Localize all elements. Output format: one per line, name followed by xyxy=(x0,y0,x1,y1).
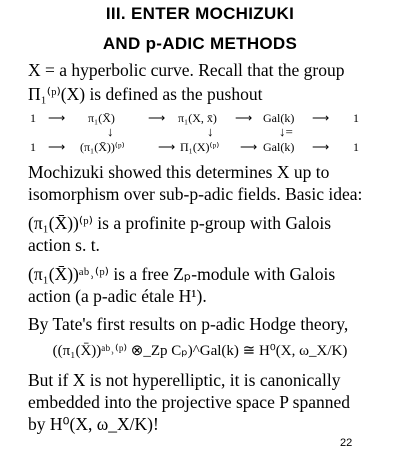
diagram-down-arrow: ↓ xyxy=(207,124,214,139)
slide-title-line-1: III. ENTER MOCHIZUKI xyxy=(105,4,295,23)
diagram-arrow: ⟶ xyxy=(48,111,66,125)
slide-title-line-2: AND p-ADIC METHODS xyxy=(102,34,298,53)
diagram-down-arrow: ↓ xyxy=(107,124,114,139)
para2-line-1: (π₁(X̄))⁽ᵖ⁾ is a profinite p-group with Galois xyxy=(28,213,332,233)
intro-line-1: X = a hyperbolic curve. Recall that the group xyxy=(28,60,345,80)
diagram-row-bottom xyxy=(30,140,390,156)
diagram-arrow: ⟶ xyxy=(240,140,258,154)
diagram-cell: 1 xyxy=(30,111,36,125)
intro-line-2: Π₁⁽ᵖ⁾(X) is defined as the pushout xyxy=(28,84,263,104)
diagram-cell: 1 xyxy=(30,140,36,154)
hodge-formula: ((π₁(X̄))ᵃᵇ˒⁽ᵖ⁾ ⊗_Zp Cₚ)^Gal(k) ≅ H⁰(X, ω_X/K) xyxy=(52,343,348,359)
diagram-cell: Gal(k) xyxy=(263,140,295,154)
diagram-cell: (π₁(X̄))⁽ᵖ⁾ xyxy=(80,140,125,154)
diagram-cell: Gal(k) xyxy=(263,111,295,125)
page-number: 22 xyxy=(340,437,353,449)
para5-line-2: embedded into the projective space P spanned xyxy=(28,392,351,412)
diagram-arrow: ⟶ xyxy=(148,111,166,125)
para5-line-1: But if X is not hyperelliptic, it is canonically xyxy=(28,370,341,390)
diagram-arrow: ⟶ xyxy=(235,111,253,125)
para1-line-1: Mochizuki showed this determines X up to xyxy=(28,162,330,182)
para5-line-3: by H⁰(X, ω_X/K)! xyxy=(28,414,159,434)
para2-line-2: action s. t. xyxy=(28,235,100,255)
para1-line-2: isomorphism over sub-p-adic fields. Basic idea: xyxy=(28,184,363,204)
diagram-down-arrow: ↓= xyxy=(279,124,293,139)
diagram-arrow: ⟶ xyxy=(312,140,330,154)
para3-line-1: (π₁(X̄))ᵃᵇ˒⁽ᵖ⁾ is a free Zₚ-module with Galois xyxy=(28,264,336,284)
diagram-cell: π₁(X, x̄) xyxy=(178,111,217,125)
para4-line-1: By Tate's first results on p-adic Hodge theory, xyxy=(28,314,349,334)
diagram-arrow: ⟶ xyxy=(48,140,66,154)
diagram-arrow: ⟶ xyxy=(158,140,176,154)
diagram-cell: 1 xyxy=(353,111,359,125)
diagram-arrow: ⟶ xyxy=(312,111,330,125)
diagram-cell: Π₁(X)⁽ᵖ⁾ xyxy=(180,140,220,154)
diagram-cell: 1 xyxy=(353,140,359,154)
para3-line-2: action (a p-adic étale H¹). xyxy=(28,286,207,306)
diagram-cell: π₁(X̄) xyxy=(88,111,115,125)
